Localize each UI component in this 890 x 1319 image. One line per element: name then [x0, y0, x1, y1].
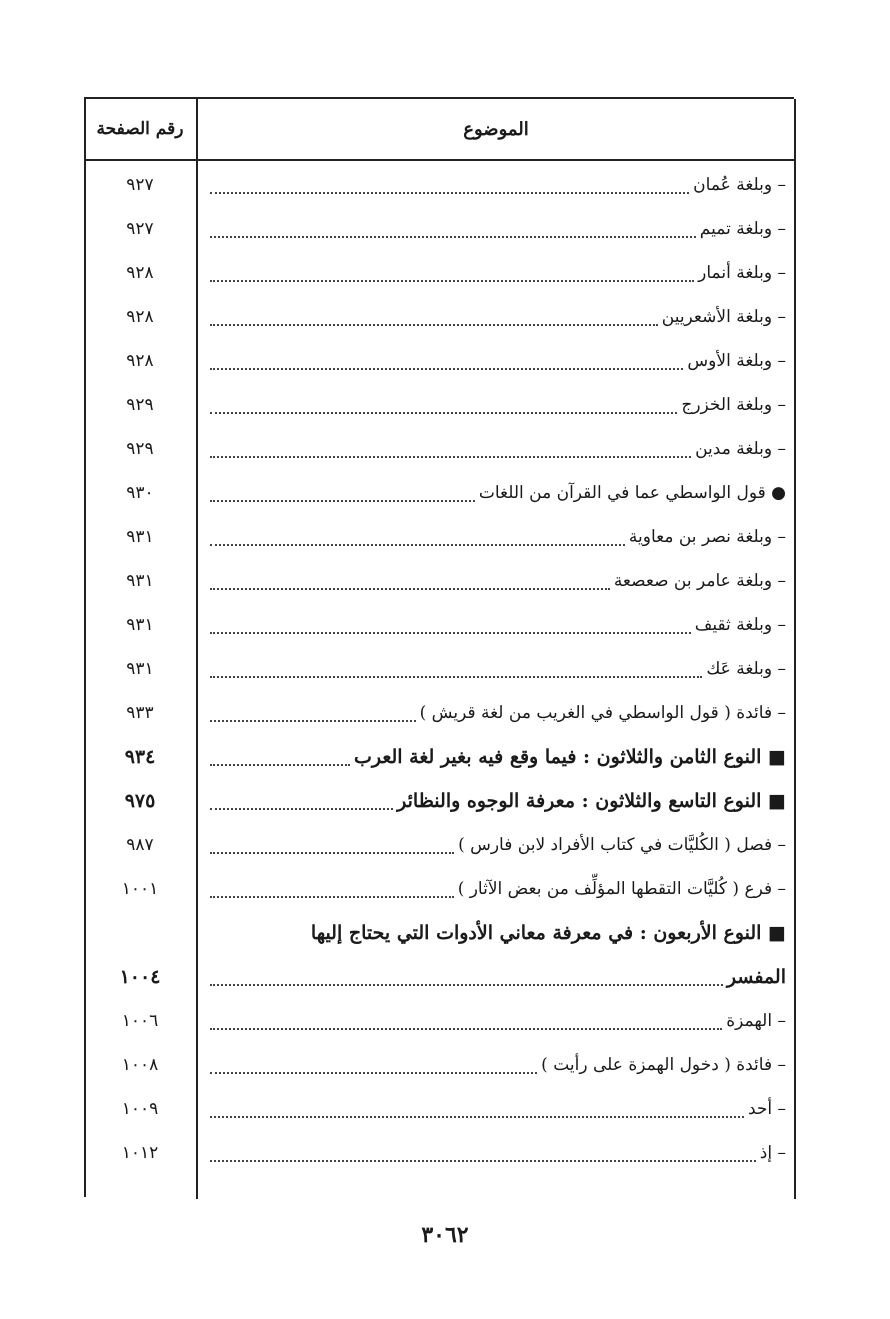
- page-number-cell: ٩٣١: [126, 659, 154, 679]
- topic-cell-line2: المفسر: [726, 966, 786, 988]
- table-header: [84, 99, 794, 161]
- leader-dots: [210, 1072, 537, 1074]
- leader-dots: [210, 676, 702, 678]
- topic-cell: – وبلغة الأوس: [687, 351, 786, 371]
- page-number-cell: ٩٣٣: [126, 703, 154, 723]
- toc-row: [84, 867, 794, 911]
- topic-cell: – وبلغة نصر بن معاوية: [628, 527, 786, 547]
- toc-row: [84, 383, 794, 427]
- leader-dots: [210, 368, 683, 370]
- topic-cell: – وبلغة عُمان: [693, 175, 786, 195]
- toc-row: [84, 691, 794, 735]
- leader-dots: [210, 764, 350, 766]
- toc-row: [84, 427, 794, 471]
- leader-dots: [210, 412, 677, 414]
- topic-cell: – وبلغة الأشعريين: [661, 307, 786, 327]
- leader-dots: [210, 984, 723, 986]
- page-number-cell: ٩٢٨: [126, 351, 154, 371]
- topic-cell: ■ النوع الثامن والثلاثون : فيما وقع فيه بغير لغة العرب: [353, 746, 786, 768]
- toc-row-chapter: [84, 779, 794, 823]
- leader-dots: [210, 852, 454, 854]
- toc-row: [84, 1131, 794, 1175]
- toc-row: [84, 647, 794, 691]
- toc-row: [84, 515, 794, 559]
- page-number: ٣٠٦٢: [421, 1222, 469, 1248]
- topic-cell: – إذ: [759, 1143, 786, 1163]
- leader-dots: [210, 896, 454, 898]
- page-number-cell: ١٠٠٤: [119, 966, 161, 988]
- topic-cell: – فصل ( الكُليَّات في كتاب الأفراد لابن فارس ): [458, 835, 786, 855]
- page-number-cell: ٩٢٧: [126, 219, 154, 239]
- leader-dots: [210, 280, 694, 282]
- topic-column-header: الموضوع: [463, 118, 529, 140]
- leader-dots: [210, 500, 475, 502]
- page-number-cell: ٩٧٥: [124, 790, 156, 812]
- toc-row: [84, 1087, 794, 1131]
- toc-row: [84, 999, 794, 1043]
- page-number-cell: ٩٨٧: [126, 835, 154, 855]
- page-number-cell: ٩٢٧: [126, 175, 154, 195]
- toc-row: [84, 207, 794, 251]
- leader-dots: [210, 588, 610, 590]
- leader-dots: [210, 808, 393, 810]
- topic-cell: – وبلغة ثقيف: [694, 615, 786, 635]
- topic-cell-line1: ■ النوع الأربعون : في معرفة معاني الأدوات التي يحتاج إليها: [310, 922, 786, 944]
- toc-row: [84, 295, 794, 339]
- toc-row: [84, 559, 794, 603]
- page-number-cell: ٩٣٤: [124, 746, 156, 768]
- page-number-cell: ٩٢٩: [126, 439, 154, 459]
- leader-dots: [210, 1028, 722, 1030]
- leader-dots: [210, 720, 416, 722]
- toc-table: [84, 97, 794, 1199]
- leader-dots: [210, 456, 691, 458]
- toc-rows: [84, 163, 794, 1175]
- page-column-header: رقم الصفحة: [96, 119, 184, 139]
- topic-cell: – وبلغة عَك: [706, 659, 786, 679]
- toc-row: [84, 339, 794, 383]
- toc-row: [84, 823, 794, 867]
- leader-dots: [210, 1116, 744, 1118]
- leader-dots: [210, 192, 689, 194]
- leader-dots: [210, 632, 691, 634]
- page-number-cell: ١٠٠١: [121, 879, 159, 899]
- topic-cell: – فائدة ( قول الواسطي في الغريب من لغة قريش ): [419, 703, 786, 723]
- table-right-border: [794, 99, 796, 1199]
- leader-dots: [210, 544, 625, 546]
- page-number-cell: ١٠٠٦: [121, 1011, 159, 1031]
- toc-row: [84, 1043, 794, 1087]
- topic-cell: – فائدة ( دخول الهمزة على رأيت ): [541, 1055, 786, 1075]
- leader-dots: [210, 1160, 756, 1162]
- toc-row: [84, 471, 794, 515]
- leader-dots: [210, 324, 658, 326]
- topic-cell: – وبلغة عامر بن صعصعة: [613, 571, 786, 591]
- page-number-cell: ١٠١٢: [121, 1143, 159, 1163]
- topic-cell: – فرع ( كُليَّات التقطها المؤلِّف من بعض الآثار ): [457, 879, 786, 899]
- page-number-cell: ٩٣١: [126, 527, 154, 547]
- page-number-cell: ٩٢٨: [126, 307, 154, 327]
- toc-row-chapter: [84, 911, 794, 999]
- toc-row: [84, 603, 794, 647]
- page-number-cell: ٩٢٨: [126, 263, 154, 283]
- toc-row: [84, 163, 794, 207]
- page-number-cell: ١٠٠٩: [121, 1099, 159, 1119]
- page-number-cell: ٩٣٠: [126, 483, 154, 503]
- topic-cell: – وبلغة أنمار: [698, 263, 786, 283]
- topic-cell: – وبلغة الخزرج: [681, 395, 786, 415]
- topic-cell: – وبلغة مدين: [695, 439, 786, 459]
- topic-cell: ● قول الواسطي عما في القرآن من اللغات: [478, 483, 786, 503]
- page-number-cell: ٩٣١: [126, 571, 154, 591]
- toc-row-chapter: [84, 735, 794, 779]
- topic-cell: – وبلغة تميم: [699, 219, 786, 239]
- page-number-cell: ٩٢٩: [126, 395, 154, 415]
- page-number-cell: ٩٣١: [126, 615, 154, 635]
- leader-dots: [210, 236, 696, 238]
- topic-cell: – أحد: [747, 1099, 786, 1119]
- topic-cell: ■ النوع التاسع والثلاثون : معرفة الوجوه والنظائر: [397, 790, 786, 812]
- page-number-cell: ١٠٠٨: [121, 1055, 159, 1075]
- toc-row: [84, 251, 794, 295]
- topic-cell: – الهمزة: [726, 1011, 786, 1031]
